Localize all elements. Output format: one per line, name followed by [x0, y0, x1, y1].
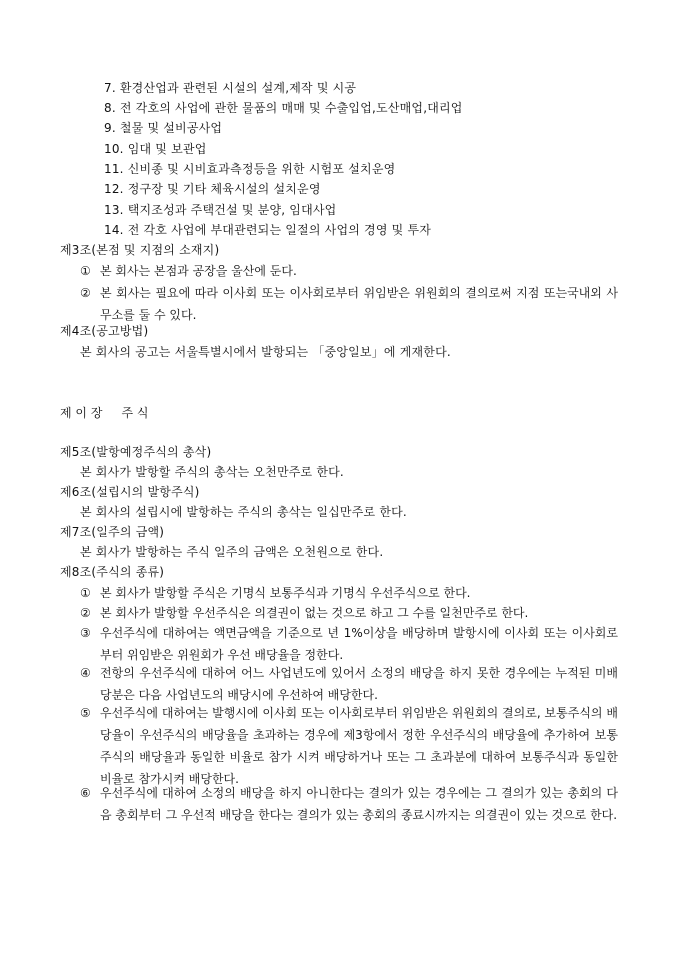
article-3-title: 제3조(본점 및 지점의 소재지) — [60, 243, 220, 257]
article-5-title: 제5조(발항예정주식의 총삭) — [60, 445, 212, 459]
list-item: 9. 철물 및 설비공사업 — [104, 121, 223, 135]
article-3-paragraph-1: 본 회사는 본점과 공장을 울산에 둔다. — [100, 264, 297, 278]
list-item: 13. 택지조성과 주택건설 및 분양, 임대사업 — [104, 203, 337, 217]
paragraph-number: ③ — [80, 626, 91, 640]
list-item: 11. 신비종 및 시비효과측정등을 위한 시험포 설치운영 — [104, 162, 396, 176]
article-7-title: 제7조(일주의 금액) — [60, 525, 165, 539]
article-6-body: 본 회사의 설립시에 발항하는 주식의 총삭는 일십만주로 한다. — [80, 505, 407, 519]
paragraph-number: ② — [80, 286, 91, 300]
article-5-body: 본 회사가 발항할 주식의 총삭는 오천만주로 한다. — [80, 465, 344, 479]
article-8-paragraph-6: 우선주식에 대하여 소정의 배당을 하지 아니한다는 결의가 있는 경우에는 그 결의가 있는 총회의 다음 총회부터 그 우선적 배당을 한다는 결의가 있는 총회의 종료시까지는 의결권이 있는 것으로 한다. — [100, 786, 618, 822]
article-3-paragraph-2: 본 회사는 필요에 따라 이사회 또는 이사회로부터 위임받은 위원회의 결의로써 지점 또는국내외 사무소를 둘 수 있다. — [100, 286, 618, 322]
article-7-body: 본 회사가 발항하는 주식 일주의 금액은 오천원으로 한다. — [80, 545, 384, 559]
paragraph-number: ① — [80, 586, 91, 600]
list-item: 8. 전 각호의 사업에 관한 물품의 매매 및 수출입업,도산매업,대리업 — [104, 101, 463, 115]
article-4-title: 제4조(공고방법) — [60, 324, 149, 338]
list-item: 7. 환경산업과 관련된 시설의 설계,제작 및 시공 — [104, 81, 357, 95]
article-8-title: 제8조(주식의 종류) — [60, 565, 165, 579]
list-item: 14. 전 각호 사업에 부대관련되는 일절의 사업의 경영 및 투자 — [104, 223, 432, 237]
paragraph-number: ⑤ — [80, 706, 91, 720]
list-item: 10. 임대 및 보관업 — [104, 142, 207, 156]
list-item: 12. 정구장 및 기타 체육시설의 설치운영 — [104, 182, 321, 196]
article-8-paragraph-2: 본 회사가 발항할 우선주식은 의결권이 없는 것으로 하고 그 수를 일천만주로 한다. — [100, 606, 529, 620]
paragraph-number: ⑥ — [80, 786, 91, 800]
paragraph-number: ① — [80, 264, 91, 278]
article-6-title: 제6조(설립시의 발항주식) — [60, 485, 200, 499]
article-8-paragraph-3: 우선주식에 대하여는 액면금액을 기준으로 년 1%이상을 배당하며 발항시에 이사회 또는 이사회로부터 위임받은 위원회가 우선 배당율을 정한다. — [100, 626, 618, 662]
article-8-paragraph-1: 본 회사가 발항할 주식은 기명식 보통주식과 기명식 우선주식으로 한다. — [100, 586, 471, 600]
chapter-heading: 제 이 장 주 식 — [60, 406, 149, 420]
paragraph-number: ② — [80, 606, 91, 620]
article-4-body: 본 회사의 공고는 서울특별시에서 발항되는 「중앙일보」에 게재한다. — [80, 345, 451, 359]
paragraph-number: ④ — [80, 666, 91, 680]
article-8-paragraph-4: 전항의 우선주식에 대하여 어느 사업년도에 있어서 소정의 배당을 하지 못한 경우에는 누적된 미배당분은 다음 사업년도의 배당시에 우선하여 배당한다. — [100, 666, 618, 702]
article-8-paragraph-5: 우선주식에 대하여는 발행시에 이사회 또는 이사회로부터 위임받은 위원회의 결의로, 보통주식의 배당율이 우선주식의 배당율을 초과하는 경우에 제3항에서 정한 우선주식의 배당율에 추가하여 보통주식의 배당율과 동일한 비율로 참가 시켜 배당하거나 또는 그 초과분에 대하여 보통주식과 동일한 비율로 참가시켜 배당한다. — [100, 706, 618, 786]
